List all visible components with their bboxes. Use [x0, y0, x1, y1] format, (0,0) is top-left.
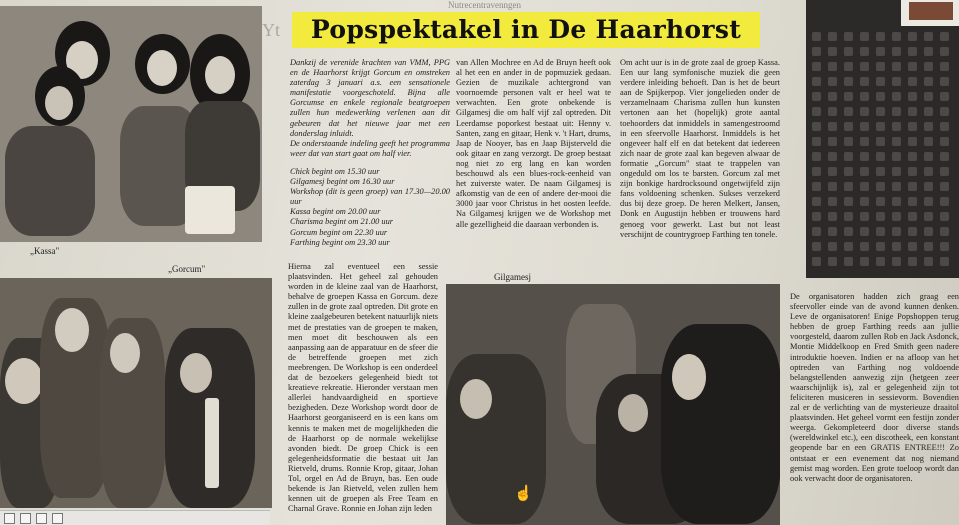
console-knob — [812, 122, 821, 131]
console-knob — [876, 92, 885, 101]
console-knob — [892, 227, 901, 236]
schedule-item: Gorcum begint om 22.30 uur — [290, 227, 388, 237]
page-icon[interactable] — [4, 513, 15, 524]
console-knob — [844, 182, 853, 191]
console-knob — [892, 92, 901, 101]
console-knob — [940, 92, 949, 101]
console-knob — [876, 212, 885, 221]
console-knob — [844, 137, 853, 146]
console-knob — [844, 227, 853, 236]
schedule-item: Kassa begint om 20.00 uur — [290, 207, 381, 217]
console-knob — [908, 182, 917, 191]
hand-cursor-icon: ☝ — [514, 486, 533, 502]
console-knob — [812, 152, 821, 161]
console-knob — [908, 62, 917, 71]
console-knob — [860, 107, 869, 116]
console-knob — [908, 32, 917, 41]
console-knob — [924, 197, 933, 206]
console-knob — [924, 212, 933, 221]
schedule-item: Workshop (dit is geen groep) van 17.30—20.00 uur — [290, 187, 450, 207]
console-knob — [876, 32, 885, 41]
console-knob — [844, 257, 853, 266]
console-knob — [908, 212, 917, 221]
console-knob — [940, 107, 949, 116]
console-knob — [924, 167, 933, 176]
console-knob — [924, 257, 933, 266]
console-knob — [812, 257, 821, 266]
console-knob — [940, 152, 949, 161]
console-knob — [860, 257, 869, 266]
console-knob — [876, 197, 885, 206]
console-knob — [876, 137, 885, 146]
console-knob — [844, 62, 853, 71]
console-knob — [908, 107, 917, 116]
column-3: Om acht uur is in de grote zaal de groep Kassa. Een uur lang symfonische muziek die geen verdere inleiding behoeft. Dan is het de beurt aan de Spijkerpop. Vier jongelieden onder de verzamelnaam Charisma zullen hun kunsten vertonen aan het (hopelijk) grote aantal toehoorders dat inmiddels in samengestroomd in een sfeervolle Haarhorst. Inmiddels is het ongeveer half elf en dat betekent dat iedereen zich naar de grote zaal kan begeven alwaar de formatie „Gorcum" staat te trappelen van ongeduld om los te barsten. Gorcum zal met zijn bonkige hardrocksound ongetwijfeld zijn fans voldoening schenken. Sukses verzekerd dus bij deze groep. De heren Melkert, Jansen, Donk en Augustijn hebben er trouwens hard genoeg voor gewerkt. Last but not least verschijnt de countrygroep Farthing ten tonele. — [620, 58, 780, 239]
console-knob — [908, 92, 917, 101]
console-knob — [860, 137, 869, 146]
schedule-item: Chick begint om 15.30 uur — [290, 166, 380, 176]
console-knob — [860, 212, 869, 221]
console-knob — [924, 92, 933, 101]
faded-top-text: Nutrecentravenngen — [448, 0, 521, 10]
console-knob — [876, 257, 885, 266]
console-knob — [844, 92, 853, 101]
console-knob — [828, 227, 837, 236]
intro-paragraph: Dankzij de verenide krachten van VMM, PPG en de Haarhorst krijgt Gorcum en omstreken zaterdag 3 januari a.s. een sensationele manifestatie voorgeschoteld. Bijna alle Gorcumse en enkele regionale beatgroepen zullen hun medewerking verlenen aan dit gebeuren dat het nieuwe jaar met een donderslag inluidt. — [290, 58, 450, 138]
console-knob — [892, 137, 901, 146]
console-knob — [860, 92, 869, 101]
intro-paragraph-2: De onderstaande indeling geeft het programma weer dat van start gaat om half vier. — [290, 138, 450, 158]
console-knob — [860, 62, 869, 71]
console-knob — [892, 197, 901, 206]
console-knob — [924, 152, 933, 161]
console-knob — [828, 92, 837, 101]
console-knob — [892, 212, 901, 221]
bottom-toolbar — [0, 510, 270, 525]
console-knob — [940, 122, 949, 131]
console-knob — [876, 182, 885, 191]
console-knob — [940, 197, 949, 206]
console-knob — [908, 77, 917, 86]
console-knob — [924, 62, 933, 71]
console-knob — [860, 167, 869, 176]
column-4: De organisatoren hadden zich graag een sfeervoller einde van de avond kunnen denken. Leve de organisatoren! Enige Popshoppen terug hebben de groep Farthing reeds aan jullie voorgesteld, daarom zullen Rob en Jack Asdonck, Montie Middelkoop en Fred Smith geen nadere introduktie hoeven. Indien er na afloop van het optreden van Farthing nog voldoende belangstellenden aanwezig zijn (hetgeen zeer waarschijnlijk is), zal er gelegenheid zijn tot feliciteren musiceren in sessievorm. Bovendien zal er de verlichting van de mysterieuze draaitol plaatsvinden. Het geheel vormt een festijn zonder weerga. Gekompleteerd door diverse stands (wereldwinkel etc.), een discotheek, een konstant geopende bar en een GRATIS ENTREE!!! Zo ontstaat er een evenement dat nog niemand gemist mag worden. Een grote toeloop wordt dan ook verwacht door de organisatoren. — [790, 292, 959, 483]
console-knob — [844, 32, 853, 41]
console-knob — [860, 152, 869, 161]
schedule-list — [290, 167, 450, 248]
console-knob — [940, 242, 949, 251]
console-knob — [828, 137, 837, 146]
console-knob — [924, 137, 933, 146]
mixing-console-photo — [806, 0, 959, 278]
gorcum-photo — [0, 278, 272, 508]
console-knob — [812, 227, 821, 236]
console-knob — [924, 242, 933, 251]
console-knob — [812, 32, 821, 41]
console-knob — [876, 167, 885, 176]
schedule-item: Charisma begint om 21.00 uur — [290, 217, 394, 227]
console-knob — [844, 122, 853, 131]
column-2: van Allen Mochree en Ad de Bruyn heeft ook al het een en ander in de popmuziek gedaan. Gezien de muzikale achtergrond van voornoemde personen valt er heel wat te verwachten. Een grote onbekende is Gilgamesj die om half vijf zal optreden. Dit Leerdamse poporkest bestaat uit: Henny v. Santen, zang en gitaar, Henk v. 't Hart, drums, Jaap de Nooyer, bas en Jaap Bijsterveld die ook gitaar en zang verzorgt. De groep bestaat nog niet zo erg lang en kan worden beschouwd als een blues-rock-eenheid van het zuiverste water. De naam Gilgamesj is afkomstig van de een of andere der-mooi die 3000 jaar voor Christus in het oosten leefde. Na Gilgamesj krijgen we de Workshop met alle gezelligheid die daaraan verbonden is. — [456, 58, 611, 229]
console-knob — [940, 77, 949, 86]
console-knob — [924, 32, 933, 41]
console-knob — [844, 47, 853, 56]
console-knob — [876, 122, 885, 131]
console-knob — [860, 47, 869, 56]
console-knob — [812, 212, 821, 221]
console-knob — [828, 182, 837, 191]
arrow-down-icon[interactable] — [36, 513, 47, 524]
console-knob — [828, 257, 837, 266]
console-knob — [924, 182, 933, 191]
gilgamesj-caption: Gilgamesj — [494, 272, 531, 282]
console-knob — [876, 47, 885, 56]
console-knob — [828, 62, 837, 71]
console-corner-thumb — [909, 2, 953, 20]
console-knob — [812, 137, 821, 146]
kassa-photo — [0, 6, 262, 242]
console-knob — [828, 77, 837, 86]
console-knob — [924, 122, 933, 131]
console-knob — [812, 167, 821, 176]
console-knob — [844, 152, 853, 161]
console-knob — [876, 62, 885, 71]
console-knob — [892, 32, 901, 41]
console-knob — [844, 212, 853, 221]
console-knob — [908, 167, 917, 176]
console-knob — [812, 92, 821, 101]
console-knob — [924, 47, 933, 56]
console-knob — [876, 242, 885, 251]
console-knob — [940, 167, 949, 176]
console-knob — [828, 47, 837, 56]
console-knob — [844, 242, 853, 251]
console-knob — [908, 47, 917, 56]
console-knob — [812, 62, 821, 71]
console-knob — [812, 77, 821, 86]
console-knob — [860, 227, 869, 236]
console-knob — [892, 257, 901, 266]
console-knob — [876, 107, 885, 116]
zoom-icon[interactable] — [52, 513, 63, 524]
column-1-lower: Hierna zal eventueel een sessie plaatsvinden. Het geheel zal gehouden worden in de kleine zaal van de Haarhorst, behalve de groepen Kassa en Gorcum. deze zullen in de grote zaal optreden. Dit grote en kleine zaalgebeuren betekent natuurlijk niets met de prestaties van de groepen te maken, men moet dit beschouwen als een aanpassing aan de apparatuur en de sfeer die de betreffende groepen met zich meebrengen. De Workshop is een onderdeel dat de bezoekers gelegenheid biedt tot kreatieve rekreatie. Hieronder verstaan men allerlei handvaardigheid en sportieve bezigheden. Deze Workshop wordt door de Haarhorst georganiseerd en is een kans om kennis te maken met de mogelijkheden die de Haarhorst op de normale wekelijkse avonden biedt. De groep Chick is een gelegenheidsformatie die bestaat uit Jan Rietveld, drums. Ronnie Krop, gitaar, Johan Tol, orgel en Ad de Bruyn, bas. Een oude bekende is Jan Rietveld, velen zullen hem kennen uit de groepen als Free Team en Charnal Grave. Ronnie en Johan zijn leden — [288, 262, 438, 514]
console-knob — [940, 227, 949, 236]
console-knob — [860, 32, 869, 41]
faded-top-text-2: Yt — [262, 20, 280, 40]
console-knob — [940, 137, 949, 146]
console-knob — [812, 107, 821, 116]
console-knob — [940, 32, 949, 41]
console-knob — [812, 242, 821, 251]
console-knob — [908, 122, 917, 131]
console-knob — [860, 122, 869, 131]
schedule-item: Farthing begint om 23.30 uur — [290, 237, 390, 247]
console-knob — [892, 182, 901, 191]
console-knob — [828, 32, 837, 41]
console-knob — [908, 257, 917, 266]
arrow-up-icon[interactable] — [20, 513, 31, 524]
console-knob — [892, 167, 901, 176]
console-knob — [844, 197, 853, 206]
console-knob — [940, 182, 949, 191]
console-knob — [812, 182, 821, 191]
console-knob — [876, 152, 885, 161]
console-knob — [812, 47, 821, 56]
console-knob — [908, 197, 917, 206]
console-knob — [828, 242, 837, 251]
console-knob — [940, 47, 949, 56]
console-knob — [828, 212, 837, 221]
console-knob — [828, 197, 837, 206]
console-knob — [860, 242, 869, 251]
console-knob — [860, 197, 869, 206]
console-knob — [860, 77, 869, 86]
headline: Popspektakel in De Haarhorst — [292, 12, 760, 48]
schedule-item: Gilgamesj begint om 16.30 uur — [290, 177, 395, 187]
console-knob — [892, 242, 901, 251]
console-knob — [892, 122, 901, 131]
console-knob — [924, 227, 933, 236]
console-knob — [908, 152, 917, 161]
console-knob — [908, 242, 917, 251]
console-knob — [908, 227, 917, 236]
console-knob — [844, 107, 853, 116]
console-knob — [828, 152, 837, 161]
console-knob — [892, 62, 901, 71]
console-knob — [940, 62, 949, 71]
intro-column — [290, 58, 450, 248]
console-knob — [892, 77, 901, 86]
console-knob — [828, 107, 837, 116]
console-knob — [844, 167, 853, 176]
console-knob — [828, 122, 837, 131]
console-knob — [940, 212, 949, 221]
console-knob — [812, 197, 821, 206]
console-knob — [844, 77, 853, 86]
console-knob — [892, 107, 901, 116]
console-knob — [876, 227, 885, 236]
console-knob — [892, 152, 901, 161]
console-knob — [924, 77, 933, 86]
kassa-caption: „Kassa" — [30, 246, 60, 256]
gilgamesj-photo — [446, 284, 780, 525]
console-knob — [828, 167, 837, 176]
console-knob — [908, 137, 917, 146]
console-knob — [924, 107, 933, 116]
console-knob — [876, 77, 885, 86]
gorcum-caption: „Gorcum" — [168, 264, 206, 274]
console-knob — [892, 47, 901, 56]
console-knob — [860, 182, 869, 191]
console-knob — [940, 257, 949, 266]
